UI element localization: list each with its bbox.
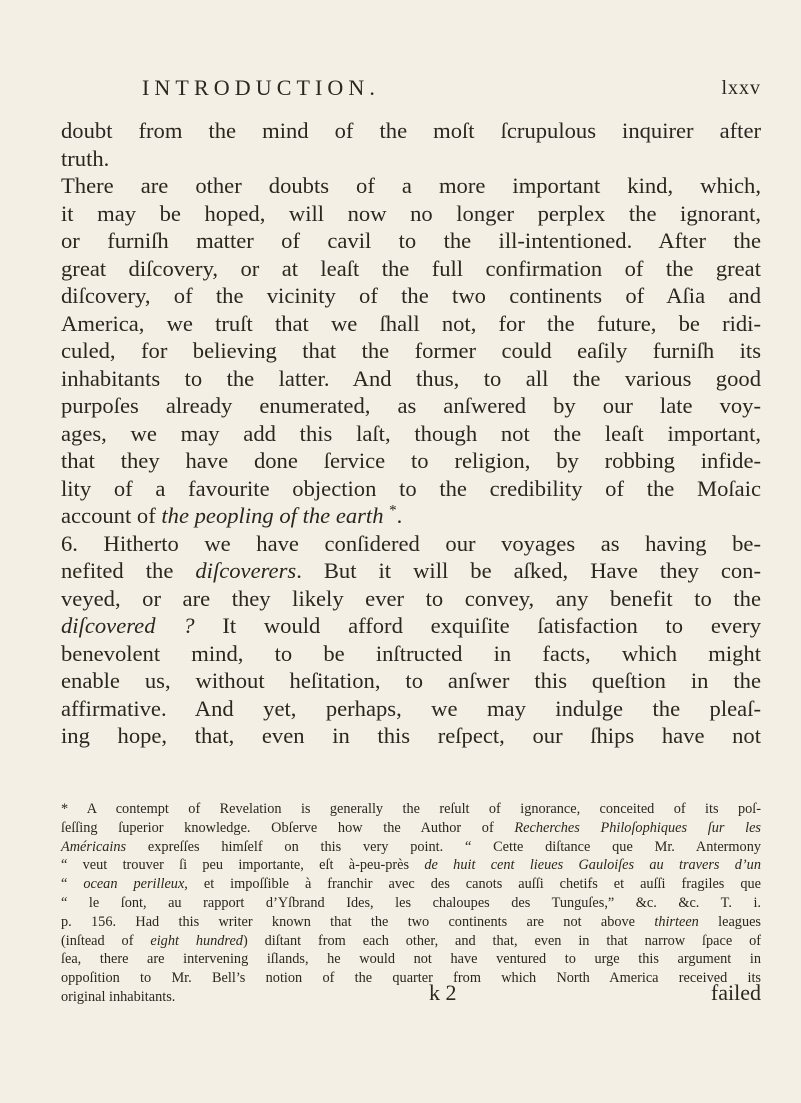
body-line: it may be hoped, will now no longer perplex the ignorant, [61, 200, 761, 226]
footnote-line [61, 819, 761, 838]
body-line: affirmative. And yet, perhaps, we may indulge the pleaſ- [61, 695, 761, 721]
body-line: ing hope, that, even in this reſpect, our ſhips have not [61, 723, 761, 748]
footnote-text: (inſtead of [61, 932, 151, 949]
body-line: that they have done ſervice to religion, by robbing infide- [61, 448, 761, 473]
body-line: doubt from the mind of the moſt ſcrupulous inquirer after [61, 118, 761, 143]
body-line: veyed, or are they likely ever to convey, any benefit to the [61, 585, 761, 611]
footnote-text: “ veut trouver ſi peu importante, eſt à-peu-près [61, 857, 425, 874]
footnote-text: “ [61, 876, 84, 893]
body-line-text: . But it will be aſked, Have they con- [296, 558, 761, 583]
footnote-line [61, 856, 761, 875]
footnote-line: oppoſition to Mr. Bell’s notion of the quarter from which North America received its [61, 970, 761, 987]
body-line-text: . [396, 503, 403, 528]
italic-phrase: eight hundred [150, 932, 243, 949]
body-line: inhabitants to the latter. And thus, to all the various good [61, 365, 761, 391]
italic-phrase: thirteen [654, 913, 699, 930]
footnote [61, 800, 761, 1007]
running-head: INTRODUCTION. [142, 75, 381, 100]
catchword: failed [710, 980, 761, 1005]
footnote-line: original inhabitants. [61, 988, 176, 1005]
italic-phrase: the peopling of the earth [161, 503, 384, 528]
body-line: purpoſes already enumerated, as anſwered by our late voy- [61, 393, 761, 418]
footnote-line: “ le ſont, au rapport d’Yſbrand Ides, les chaloupes des Tunguſes,” &c. &c. T. i. [61, 894, 761, 911]
book-title: Recherches Philoſophiques ſur les [514, 819, 761, 836]
body-line-text: It would afford exquiſite ſatisfaction to every [222, 613, 761, 638]
footnote-line [61, 913, 761, 932]
body-line: America, we truſt that we ſhall not, for the future, be ridi- [61, 310, 761, 336]
footnote-marker: * [389, 502, 397, 519]
body-line-text [195, 613, 223, 638]
body-line [61, 502, 761, 530]
body-line-text: account of [61, 503, 162, 528]
footnote-text: expreſſes himſelf on this very point. “ Cette diſtance que Mr. Antermony [126, 838, 761, 855]
body-line: culed, for believing that the former could eaſily furniſh its [61, 338, 761, 363]
body-line: benevolent mind, to be inſtructed in facts, which might [61, 640, 761, 666]
body-text [61, 117, 761, 750]
italic-phrase: de huit cent lieues Gauloiſes au travers d’un [424, 857, 761, 874]
body-line: There are other doubts of a more important kind, which, [61, 173, 761, 198]
body-line-text: nefited the [61, 558, 196, 583]
footnote-line: * A contempt of Revelation is generally the reſult of ignorance, conceited of its poſ- [61, 801, 761, 817]
page-footer [61, 980, 761, 1010]
body-line: diſcovery, of the vicinity of the two continents of Aſia and [61, 283, 761, 308]
footnote-text: p. 156. Had this writer known that the two continents are not above [61, 913, 655, 930]
footnote-line: ſea, there are intervening iſlands, he would not have ventured to urge this argument in [61, 951, 761, 968]
body-line: 6. Hitherto we have conſidered our voyages as having be- [61, 530, 761, 556]
footnote-text: ſeſſing ſuperior knowledge. Obſerve how the Author of [61, 819, 515, 836]
footnote-text: leagues [698, 913, 761, 930]
body-line: or furniſh matter of cavil to the ill-intentioned. After the [61, 228, 761, 253]
page-number: lxxv [721, 77, 761, 99]
body-line [61, 612, 761, 640]
footnote-text: ) diſtant from each other, and that, even in that narrow ſpace of [242, 932, 761, 949]
footnote-line [61, 875, 761, 894]
body-line [61, 557, 761, 585]
italic-phrase: ocean perilleux [83, 876, 185, 893]
body-line: ages, we may add this laſt, though not the leaſt important, [61, 420, 761, 446]
footnote-line [61, 932, 761, 951]
italic-phrase: diſcoverers [195, 558, 297, 583]
italic-phrase: diſcovered ? [61, 613, 195, 638]
body-line: truth. [61, 145, 110, 171]
footnote-line [61, 838, 761, 857]
body-line: great diſcovery, or at leaſt the full confirmation of the great [61, 255, 761, 281]
signature-mark: k 2 [429, 980, 457, 1005]
body-line: enable us, without heſitation, to anſwer this queſtion in the [61, 668, 761, 693]
book-title: Américains [61, 838, 127, 855]
footnote-text: , et impoſſible à franchir avec des canots auſſi chetifs et auſſi fragiles que [184, 876, 761, 893]
page-header [142, 75, 761, 105]
body-line: lity of a favourite objection to the credibility of the Moſaic [61, 475, 761, 501]
